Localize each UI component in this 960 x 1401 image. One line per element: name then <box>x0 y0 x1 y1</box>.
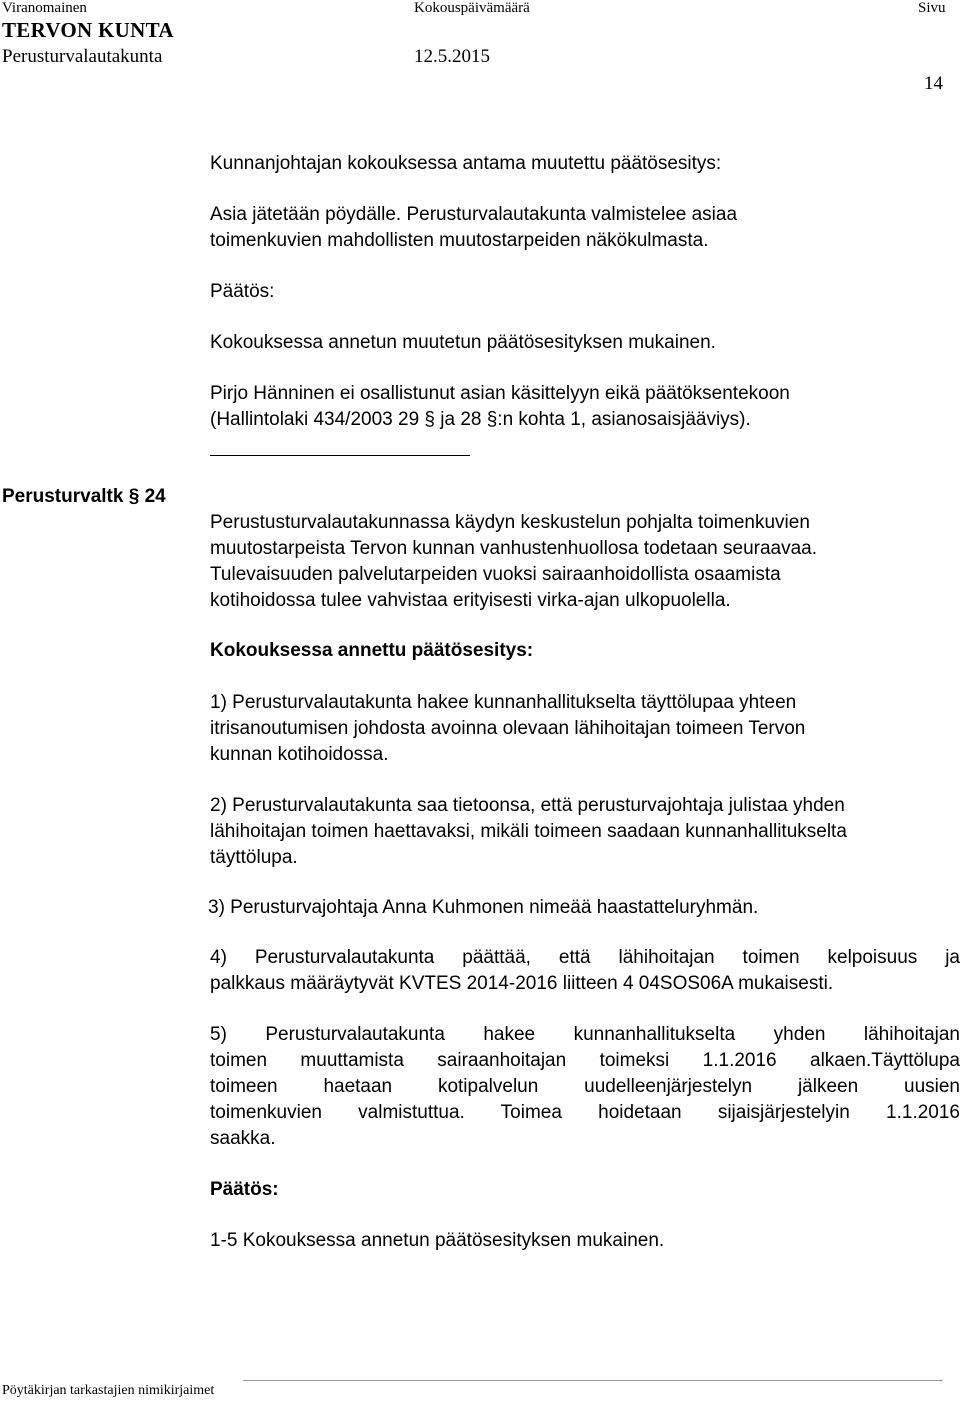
proposal-item-1: 1) Perusturvalautakunta hakee kunnanhallitukselta täyttölupaa yhteen itrisanoutumisen johdosta avoinna olevaan lähihoitajan toimeen Tervon kunnan kotihoidossa. <box>210 692 806 765</box>
prior-proposal-heading: Kunnanjohtajan kokouksessa antama muutettu päätösesitys: <box>210 153 722 174</box>
proposal-item-5: 5) Perusturvalautakunta hakee kunnanhallitukselta yhden lähihoitajan toimen muuttamista sairaanhoitajan toimeksi 1.1.2016 alkaen.Täyttölupa toimeen haetaan kotipalvelun uudelleenjärjestelyn jälkeen uusien toimenkuvien valmistuttua. Toimea hoidetaan sijaisjärjestelyin 1.1.2016 saakka. <box>210 1024 960 1149</box>
recusal-paragraph: Pirjo Hänninen ei osallistunut asian käsittelyyn eikä päätöksentekoon (Hallintolaki 434/2003 29 § ja 28 §:n kohta 1, asianosaisjääviys). <box>210 383 790 430</box>
section-divider <box>210 455 470 456</box>
section-decision-text: 1-5 Kokouksessa annetun päätösesityksen mukainen. <box>210 1230 665 1251</box>
header-date: 12.5.2015 <box>414 46 490 67</box>
section-intro-paragraph: Perustusturvalautakunnassa käydyn keskustelun pohjalta toimenkuvien muutostarpeista Tervon kunnan vanhustenhuollosa todetaan seuraavaa. Tulevaisuuden palvelutarpeiden vuoksi sairaanhoidollista osaamista kotihoidossa tulee vahvistaa erityisesti virka-ajan ulkopuolella. <box>210 512 818 611</box>
header-authority-label: Viranomainen <box>2 0 87 16</box>
footer-signature-label: Pöytäkirjan tarkastajien nimikirjaimet <box>2 1383 215 1398</box>
header-organization: TERVON KUNTA <box>2 18 174 42</box>
prior-decision-text: Kokouksessa annetun muutetun päätösesityksen mukainen. <box>210 332 716 353</box>
page-number: 14 <box>924 73 943 94</box>
footer-rule <box>243 1380 943 1381</box>
proposal-heading: Kokouksessa annettu päätösesitys: <box>210 640 534 661</box>
prior-postponement-paragraph: Asia jätetään pöydälle. Perusturvalautakunta valmistelee asiaa toimenkuvien mahdollisten muutostarpeiden näkökulmasta. <box>210 204 738 251</box>
header-date-label: Kokouspäivämäärä <box>414 0 530 16</box>
proposal-item-3: 3) Perusturvajohtaja Anna Kuhmonen nimeää haastatteluryhmän. <box>208 897 759 918</box>
proposal-item-4: 4) Perusturvalautakunta päättää, että lähihoitajan toimen kelpoisuus ja palkkaus määräytyvät KVTES 2014-2016 liitteen 4 04SOS06A mukaisesti. <box>210 947 960 994</box>
section-decision-label: Päätös: <box>210 1179 279 1200</box>
proposal-item-2: 2) Perusturvalautakunta saa tietoonsa, että perusturvajohtaja julistaa yhden lähihoitajan toimen haettavaksi, mikäli toimeen saadaan kunnanhallitukselta täyttölupa. <box>210 795 847 868</box>
header-page-label: Sivu <box>918 0 946 16</box>
header-body: Perusturvalautakunta <box>2 46 163 67</box>
section-label: Perusturvaltk § 24 <box>2 486 166 507</box>
prior-decision-label: Päätös: <box>210 281 275 302</box>
